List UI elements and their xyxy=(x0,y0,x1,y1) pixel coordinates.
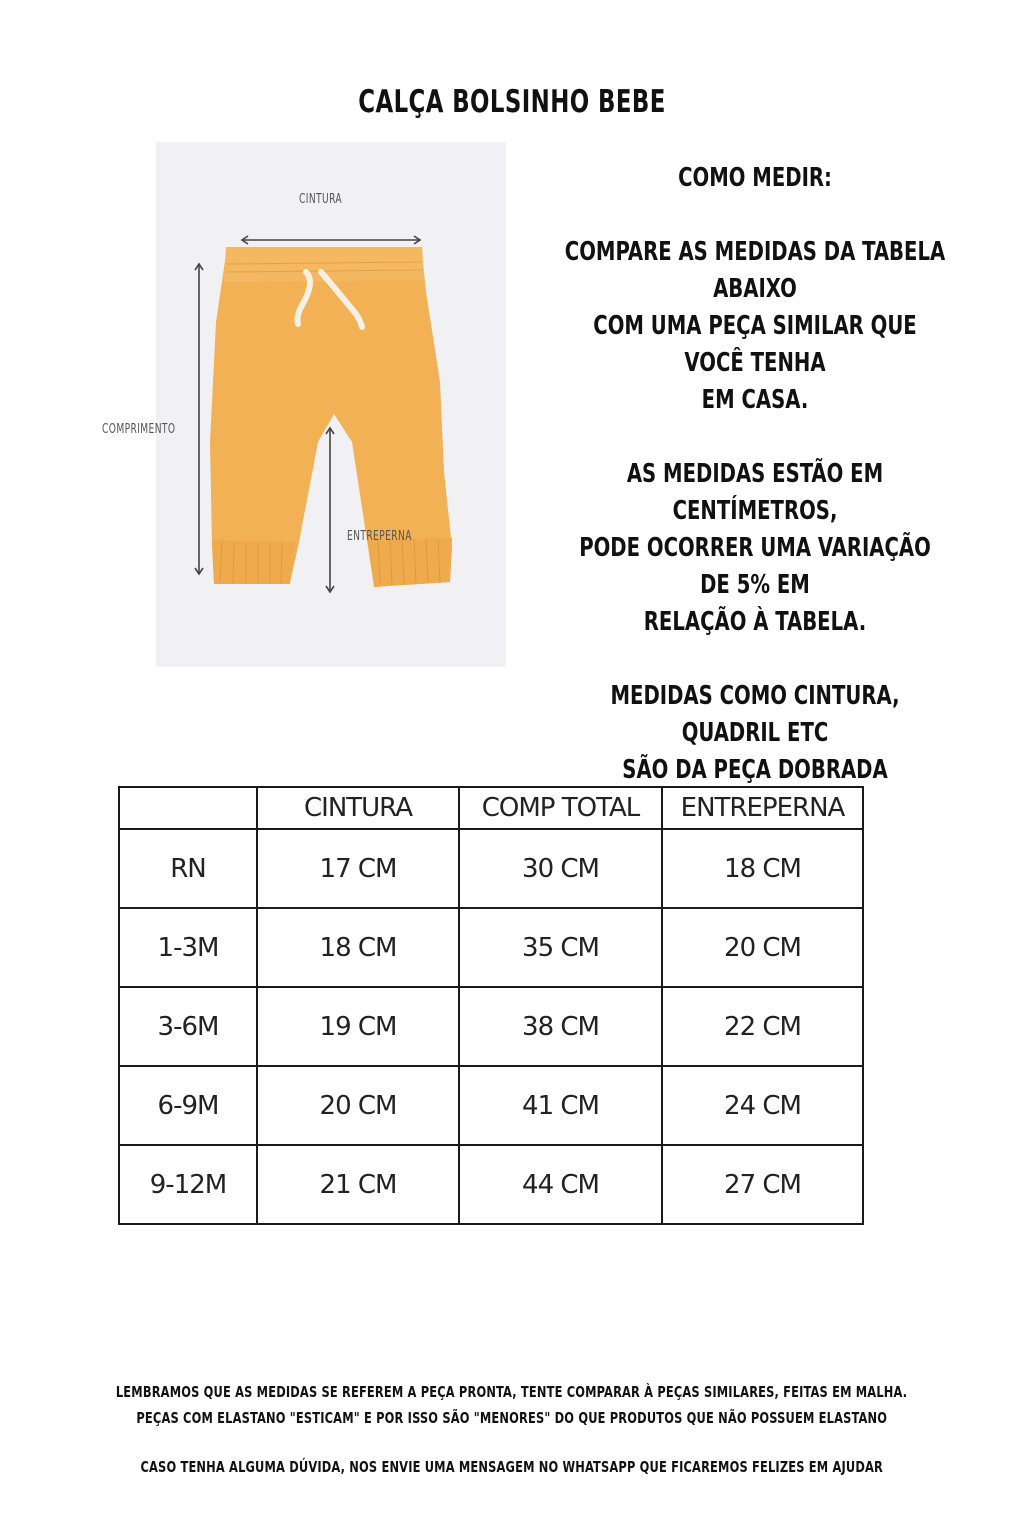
table-cell: 18 CM xyxy=(662,829,863,908)
page-title: CALÇA BOLSINHO BEBE xyxy=(358,84,666,120)
table-cell: 3-6M xyxy=(119,987,257,1066)
pants-shape xyxy=(210,254,452,587)
footer-text: PEÇAS COM ELASTANO "ESTICAM" E POR ISSO SÃO "MENORES" DO QUE PRODUTOS QUE NÃO POSSUEM ELASTANO xyxy=(136,1409,888,1427)
footer-note-3 xyxy=(0,1458,1024,1476)
inseam-arrow xyxy=(326,428,334,592)
table-row xyxy=(119,1145,863,1224)
how-to-measure xyxy=(525,160,985,789)
instructions-line: PODE OCORRER UMA VARIAÇÃO DE 5% EM xyxy=(579,533,931,600)
table-row xyxy=(119,908,863,987)
inseam-label: ENTREPERNA xyxy=(347,529,412,544)
instructions-line: MEDIDAS COMO CINTURA, QUADRIL ETC xyxy=(610,681,900,748)
header-cell: ENTREPERNA xyxy=(662,787,863,829)
table-cell: 30 CM xyxy=(459,829,662,908)
instructions-line: RELAÇÃO À TABELA. xyxy=(643,607,867,637)
table-cell: 38 CM xyxy=(459,987,662,1066)
instructions-heading: COMO MEDIR: xyxy=(678,163,832,193)
header-cell: COMP TOTAL xyxy=(459,787,662,829)
table-cell: 9-12M xyxy=(119,1145,257,1224)
table-cell: 1-3M xyxy=(119,908,257,987)
instructions-line: COMPARE AS MEDIDAS DA TABELA ABAIXO xyxy=(564,237,946,304)
pants-illustration xyxy=(156,142,506,667)
table-cell: 41 CM xyxy=(459,1066,662,1145)
waist-arrow xyxy=(242,236,420,244)
length-arrow xyxy=(195,264,203,574)
table-cell: 19 CM xyxy=(257,987,459,1066)
table-row xyxy=(119,829,863,908)
table-cell: 20 CM xyxy=(662,908,863,987)
table-row xyxy=(119,1066,863,1145)
table-cell: 17 CM xyxy=(257,829,459,908)
table-cell: 35 CM xyxy=(459,908,662,987)
table-cell: 44 CM xyxy=(459,1145,662,1224)
table-cell: 21 CM xyxy=(257,1145,459,1224)
table-cell: 6-9M xyxy=(119,1066,257,1145)
instructions-line: SÃO DA PEÇA DOBRADA xyxy=(622,755,888,785)
footer-text: CASO TENHA ALGUMA DÚVIDA, NOS ENVIE UMA MENSAGEM NO WHATSAPP QUE FICAREMOS FELIZES EM AJUDAR xyxy=(140,1458,884,1476)
table-cell: 27 CM xyxy=(662,1145,863,1224)
footer-text: LEMBRAMOS QUE AS MEDIDAS SE REFEREM A PEÇA PRONTA, TENTE COMPARAR À PEÇAS SIMILARES, FEITAS EM MALHA. xyxy=(116,1383,908,1401)
length-label: COMPRIMENTO xyxy=(102,422,176,437)
header-cell: CINTURA xyxy=(257,787,459,829)
table-cell: 18 CM xyxy=(257,908,459,987)
footer-note-1 xyxy=(0,1383,1024,1401)
table-row xyxy=(119,987,863,1066)
instructions-line: AS MEDIDAS ESTÃO EM CENTÍMETROS, xyxy=(626,459,884,526)
header-cell xyxy=(119,787,257,829)
footer-note-2 xyxy=(0,1409,1024,1427)
waist-label: CINTURA xyxy=(299,192,343,207)
table-cell: 20 CM xyxy=(257,1066,459,1145)
instructions-line: COM UMA PEÇA SIMILAR QUE VOCÊ TENHA xyxy=(593,311,917,378)
table-header-row xyxy=(119,787,863,829)
size-table xyxy=(118,786,864,1225)
table-cell: 24 CM xyxy=(662,1066,863,1145)
table-cell: RN xyxy=(119,829,257,908)
table-cell: 22 CM xyxy=(662,987,863,1066)
instructions-line: EM CASA. xyxy=(701,385,809,415)
pants-photo xyxy=(156,142,506,667)
